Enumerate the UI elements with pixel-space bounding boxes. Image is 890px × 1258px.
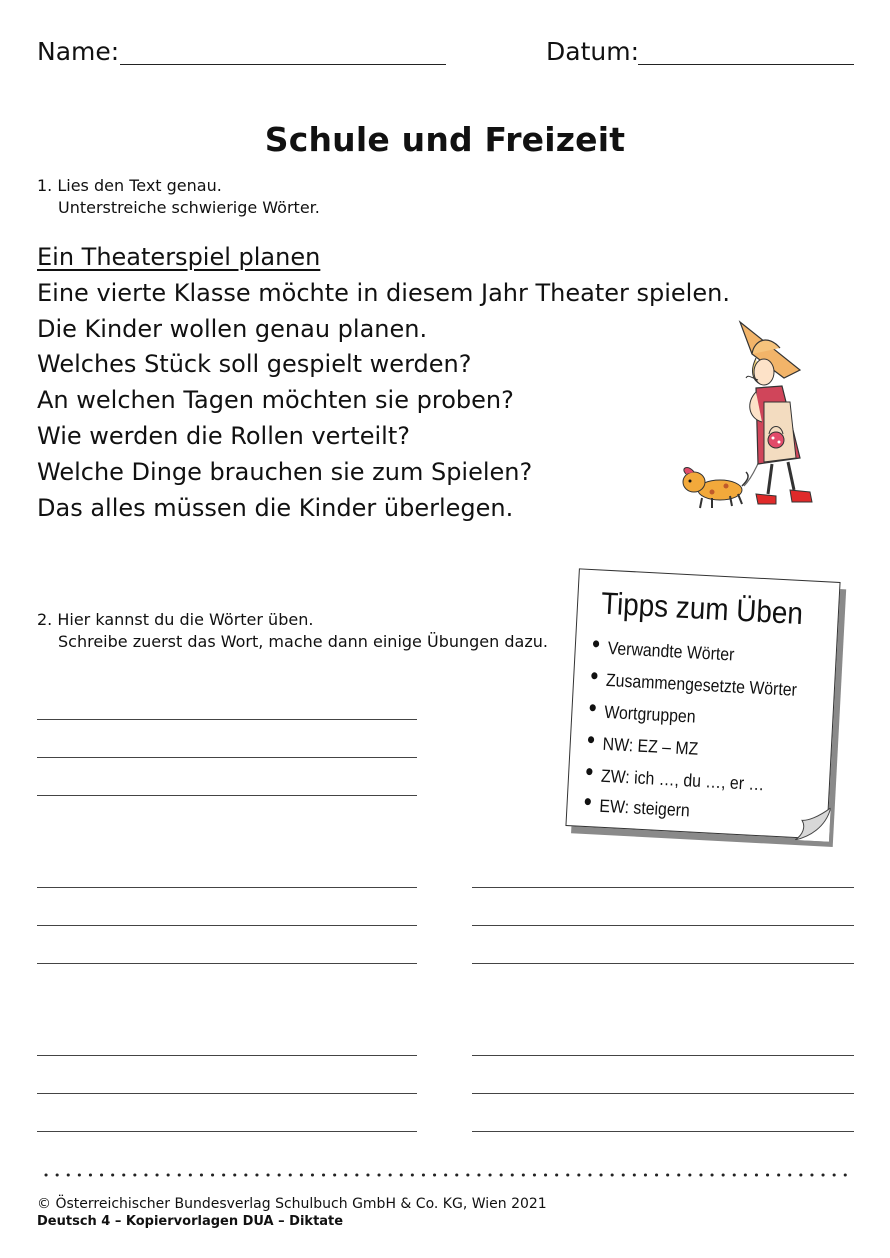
bullet-icon: [586, 768, 593, 775]
tips-title: Tipps zum Üben: [600, 585, 804, 632]
story-text: [37, 240, 730, 526]
story-title: Ein Theaterspiel planen: [37, 243, 321, 271]
dotted-separator: [44, 1172, 854, 1178]
page-curl-icon: [795, 806, 831, 842]
name-field-line[interactable]: [120, 64, 446, 65]
story-line: Welche Dinge brauchen sie zum Spielen?: [37, 457, 533, 486]
page-title: Schule und Freizeit: [264, 120, 626, 159]
writing-line[interactable]: [37, 719, 417, 720]
series-text: Deutsch 4 – Kopiervorlagen DUA – Diktate: [37, 1214, 344, 1229]
tip-item: Zusammengesetzte Wörter: [591, 669, 798, 701]
writing-line[interactable]: [37, 795, 417, 796]
tip-item: Verwandte Wörter: [592, 637, 735, 665]
date-field-line[interactable]: [638, 64, 854, 65]
task2-instruction: [37, 609, 548, 653]
writing-line[interactable]: [472, 963, 854, 964]
writing-line[interactable]: [37, 1131, 417, 1132]
writing-line[interactable]: [472, 1131, 854, 1132]
girl-with-dog-illustration: [672, 318, 832, 514]
task1-line1: 1. Lies den Text genau.: [37, 176, 222, 195]
bullet-icon: [591, 672, 598, 679]
bullet-icon: [589, 704, 596, 711]
writing-line[interactable]: [472, 925, 854, 926]
story-line: Welches Stück soll gespielt werden?: [37, 350, 472, 379]
writing-line[interactable]: [37, 757, 417, 758]
story-line: An welchen Tagen möchten sie proben?: [37, 386, 514, 415]
story-line: Das alles müssen die Kinder überlegen.: [37, 493, 514, 522]
writing-line[interactable]: [37, 1055, 417, 1056]
bullet-icon: [585, 798, 592, 805]
task1-instruction: [37, 175, 320, 219]
date-label: Datum:: [546, 37, 639, 66]
bullet-icon: [593, 640, 600, 647]
task1-line2: Unterstreiche schwierige Wörter.: [58, 198, 320, 217]
writing-line[interactable]: [472, 887, 854, 888]
task2-line1: 2. Hier kannst du die Wörter üben.: [37, 610, 314, 629]
writing-line[interactable]: [37, 963, 417, 964]
story-line: Eine vierte Klasse möchte in diesem Jahr Theater spielen.: [37, 278, 730, 307]
tip-item: ZW: ich …, du …, er …: [586, 765, 765, 795]
bullet-icon: [588, 736, 595, 743]
writing-line[interactable]: [472, 1093, 854, 1094]
writing-line[interactable]: [37, 887, 417, 888]
copyright-text: © Österreichischer Bundesverlag Schulbuch GmbH & Co. KG, Wien 2021: [37, 1196, 547, 1212]
tip-item: EW: steigern: [584, 795, 690, 821]
tips-note: [565, 568, 840, 839]
task2-line2: Schreibe zuerst das Wort, mache dann einige Übungen dazu.: [58, 632, 548, 651]
writing-line[interactable]: [37, 1093, 417, 1094]
writing-line[interactable]: [472, 1055, 854, 1056]
tip-item: NW: EZ – MZ: [587, 733, 699, 760]
story-line: Wie werden die Rollen verteilt?: [37, 421, 410, 450]
name-label: Name:: [37, 37, 120, 66]
tip-item: Wortgruppen: [589, 701, 696, 728]
writing-line[interactable]: [37, 925, 417, 926]
story-line: Die Kinder wollen genau planen.: [37, 314, 428, 343]
